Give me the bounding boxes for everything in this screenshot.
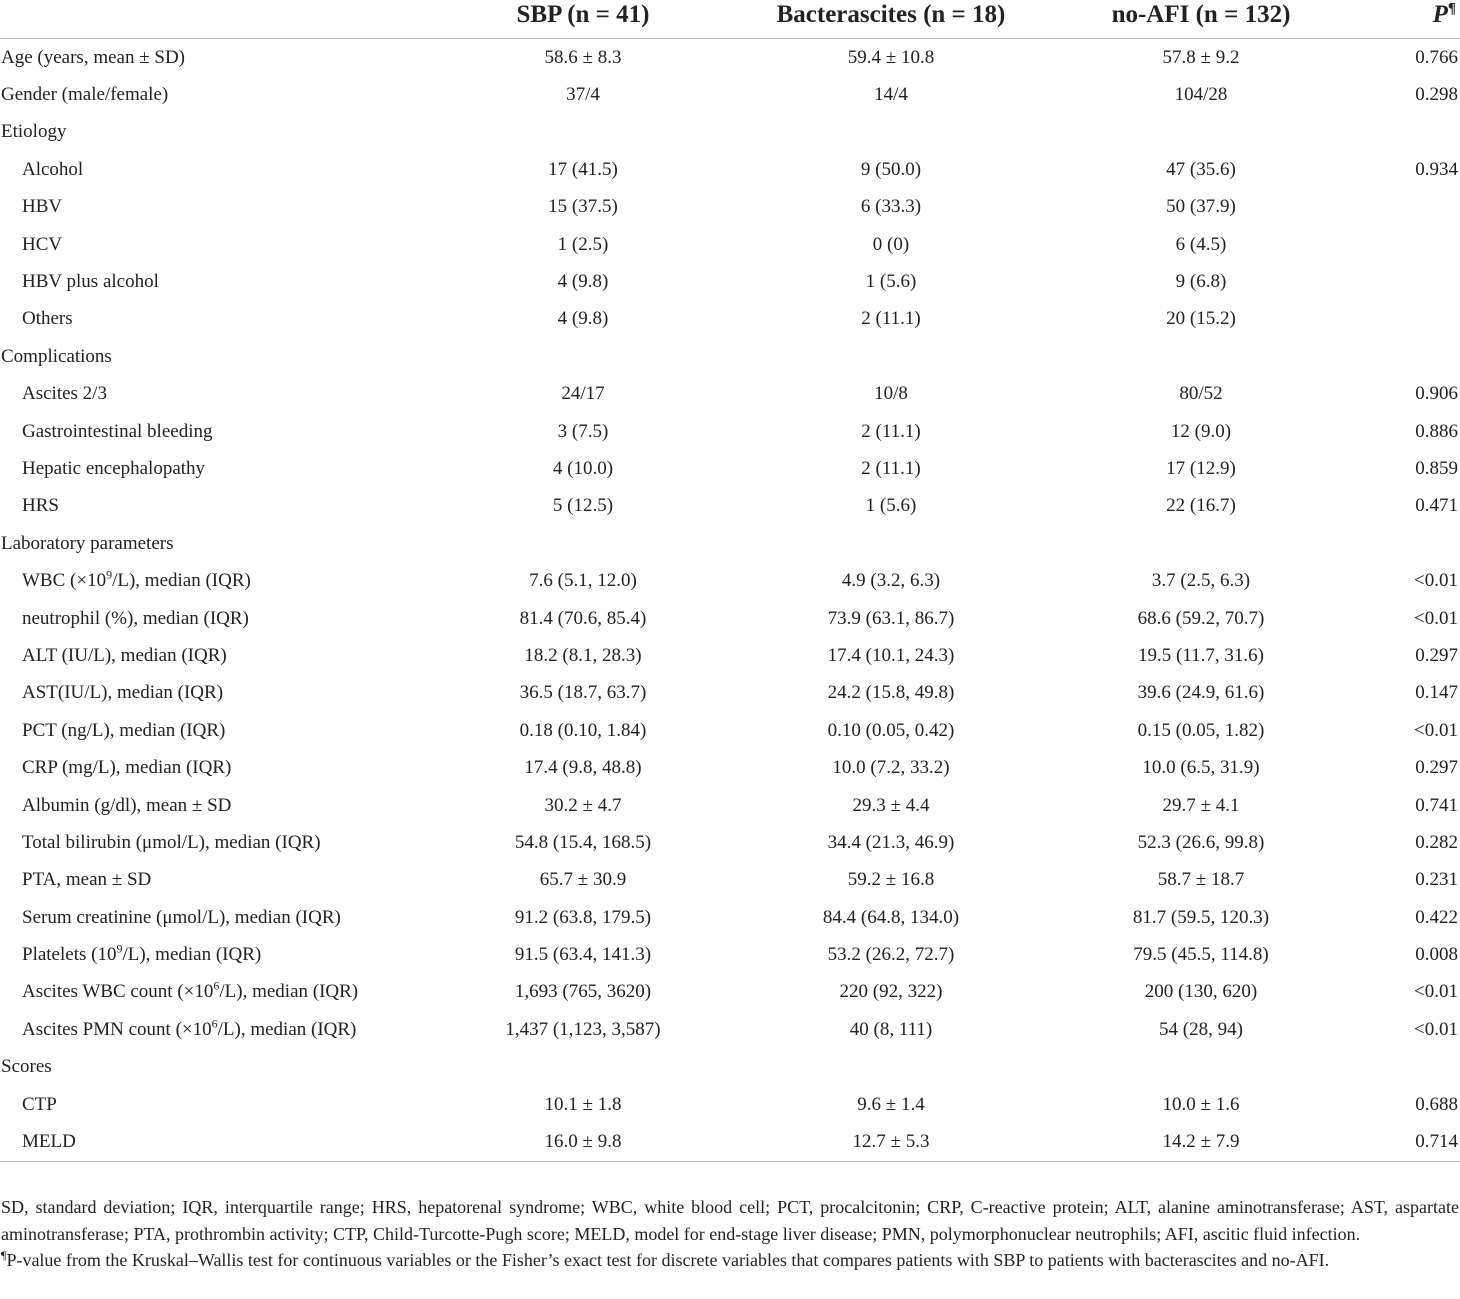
cell-p-value: <0.01 (1414, 570, 1458, 592)
table-row (0, 787, 1460, 824)
row-label: HCV (22, 233, 63, 255)
row-label: Hepatic encephalopathy (22, 457, 206, 479)
cell-p-value: 0.934 (1415, 158, 1458, 180)
row-label: Ascites PMN count $(\times 10^6/L)$, median (IQR) (22, 1016, 357, 1040)
cell-no-afi: 17 (12.9) (1166, 457, 1236, 479)
cell-bacterascites: 2 (11.1) (861, 420, 921, 442)
table-row (0, 1123, 1460, 1161)
header-p-value (1356, 0, 1460, 39)
cell-sbp: 4 (10.0) (552, 457, 614, 479)
section-row (0, 114, 1460, 151)
cell-no-afi: 54 (28, 94) (1159, 1018, 1243, 1040)
section-label: Laboratory parameters (1, 532, 174, 554)
row-label: Age (years, mean ± SD) (1, 46, 186, 68)
cell-no-afi: 50 (37.9) (1166, 196, 1236, 218)
table-row (0, 450, 1460, 487)
cell-sbp: 65.7 ± 30.9 (539, 869, 627, 891)
cell-sbp: 81.4 (70.6, 85.4) (519, 607, 647, 629)
cell-no-afi: 6 (4.5) (1175, 233, 1227, 255)
cell-no-afi: 10.0 ± 1.6 (1162, 1093, 1240, 1115)
table-row (0, 974, 1460, 1011)
table-row (0, 936, 1460, 973)
table-row (0, 151, 1460, 188)
header-no-afi: no-AFI (n = 132) (1046, 0, 1356, 39)
row-label: Others (22, 308, 73, 330)
cell-bacterascites: 73.9 (63.1, 86.7) (827, 607, 955, 629)
p-note-mark: ¶ (1, 1248, 7, 1262)
section-row (0, 1049, 1460, 1086)
cell-p-value (1356, 189, 1460, 226)
row-label: Serum creatinine (μmol/L), median (IQR) (22, 906, 341, 928)
header-p-mark: ¶ (1447, 0, 1456, 17)
cell-sbp: 54.8 (15.4, 168.5) (514, 831, 652, 853)
cell-no-afi: 200 (130, 620) (1144, 981, 1258, 1003)
cell-sbp: 18.2 (8.1, 28.3) (524, 644, 642, 666)
cell-p-value: 0.297 (1415, 757, 1458, 779)
cell-no-afi: 104/28 (1174, 84, 1228, 106)
cell-p-value: 0.231 (1415, 869, 1458, 891)
header-bacterascites: Bacterascites (n = 18) (736, 0, 1046, 39)
cell-sbp: 37/4 (566, 84, 600, 106)
row-label: Total bilirubin (μmol/L), median (IQR) (22, 831, 321, 853)
table-row (0, 226, 1460, 263)
cell-no-afi: 14.2 ± 7.9 (1046, 1123, 1356, 1161)
cell-no-afi: 68.6 (59.2, 70.7) (1137, 607, 1265, 629)
cell-bacterascites: 0.10 (0.05, 0.42) (827, 719, 955, 741)
p-note-text: P-value from the Kruskal–Wallis test for continuous variables or the Fisher’s exact test for discrete variables that compares patients with SBP to patients with bacterascites and no-AFI. (6, 1250, 1330, 1270)
cell-p-value: 0.282 (1415, 831, 1458, 853)
header-label (0, 0, 430, 39)
cell-p-value: <0.01 (1414, 981, 1458, 1003)
table-footnotes (1, 1194, 1459, 1274)
header-p-text: P (1432, 1, 1448, 28)
cell-no-afi: 12 (9.0) (1170, 420, 1232, 442)
cell-no-afi: 79.5 (45.5, 114.8) (1133, 944, 1269, 966)
row-label: Albumin (g/dl), mean ± SD (22, 794, 232, 816)
cell-bacterascites: 40 (8, 111) (849, 1018, 933, 1040)
cell-sbp: 7.6 (5.1, 12.0) (529, 570, 637, 592)
row-label: ALT (IU/L), median (IQR) (22, 644, 227, 666)
cell-p-value: 0.886 (1415, 420, 1458, 442)
cell-bacterascites: 9.6 ± 1.4 (857, 1093, 925, 1115)
cell-p-value (1356, 301, 1460, 338)
cell-sbp: 4 (9.8) (557, 271, 609, 293)
cell-p-value (1356, 263, 1460, 300)
row-label: neutrophil (%), median (IQR) (22, 607, 249, 629)
cell-bacterascites: 2 (11.1) (861, 457, 921, 479)
cell-no-afi: 58.7 ± 18.7 (1157, 869, 1245, 891)
cell-no-afi: 10.0 (6.5, 31.9) (1142, 757, 1260, 779)
cell-p-value: 0.741 (1415, 794, 1458, 816)
cell-bacterascites: 24.2 (15.8, 49.8) (827, 682, 955, 704)
cell-no-afi: 29.7 ± 4.1 (1162, 794, 1240, 816)
cell-no-afi: 0.15 (0.05, 1.82) (1137, 719, 1265, 741)
cell-bacterascites: 14/4 (874, 84, 908, 106)
cell-p-value: 0.147 (1415, 682, 1458, 704)
table-row (0, 600, 1460, 637)
row-label: Gastrointestinal bleeding (22, 420, 213, 442)
cell-sbp: 91.2 (63.8, 179.5) (514, 906, 652, 928)
row-label: Ascites 2/3 (22, 383, 107, 405)
table-row (0, 899, 1460, 936)
table-row (0, 301, 1460, 338)
cell-p-value: 0.766 (1415, 46, 1458, 68)
table-row (0, 562, 1460, 599)
cell-bacterascites: 10/8 (874, 383, 908, 405)
row-label: MELD (0, 1123, 430, 1161)
cell-bacterascites: 220 (92, 322) (839, 981, 943, 1003)
cell-bacterascites: 10.0 (7.2, 33.2) (832, 757, 950, 779)
section-row (0, 338, 1460, 375)
cell-bacterascites: 0 (0) (872, 233, 910, 255)
row-label: PTA, mean ± SD (22, 869, 152, 891)
section-label: Complications (1, 345, 112, 367)
cell-bacterascites: 59.4 ± 10.8 (847, 46, 935, 68)
cell-p-value: <0.01 (1414, 607, 1458, 629)
cell-no-afi: 81.7 (59.5, 120.3) (1132, 906, 1270, 928)
table-row (0, 488, 1460, 525)
cell-p-value: 0.859 (1415, 457, 1458, 479)
cell-sbp: 1,693 (765, 3620) (514, 981, 652, 1003)
cell-p-value: 0.688 (1415, 1093, 1458, 1115)
table-row (0, 76, 1460, 113)
cell-sbp: 16.0 ± 9.8 (430, 1123, 736, 1161)
row-label: Gender (male/female) (1, 84, 169, 106)
cell-no-afi: 3.7 (2.5, 6.3) (1151, 570, 1251, 592)
row-label: HBV (22, 196, 63, 218)
cell-p-value: 0.471 (1415, 495, 1458, 517)
table-row (0, 1086, 1460, 1123)
cell-bacterascites: 6 (33.3) (860, 196, 922, 218)
cell-bacterascites: 34.4 (21.3, 46.9) (827, 831, 955, 853)
section-row (0, 525, 1460, 562)
cell-p-value: <0.01 (1414, 1018, 1458, 1040)
cell-p-value: 0.422 (1415, 906, 1458, 928)
cell-no-afi: 57.8 ± 9.2 (1162, 46, 1240, 68)
row-label: Platelets $(10^9/L)$, median (IQR) (22, 941, 262, 966)
cell-p-value: 0.008 (1415, 944, 1458, 966)
p-value-note (1, 1247, 1459, 1274)
table-row (0, 749, 1460, 786)
cell-bacterascites: 17.4 (10.1, 24.3) (827, 644, 955, 666)
table-row (0, 376, 1460, 413)
row-label: Alcohol (22, 158, 84, 180)
cell-bacterascites: 4.9 (3.2, 6.3) (841, 570, 941, 592)
row-label: CTP (22, 1093, 57, 1115)
cell-sbp: 36.5 (18.7, 63.7) (519, 682, 647, 704)
row-label: HBV plus alcohol (22, 271, 159, 293)
section-label: Scores (1, 1056, 52, 1078)
cell-sbp: 91.5 (63.4, 141.3) (514, 944, 652, 966)
row-label: AST(IU/L), median (IQR) (22, 682, 224, 704)
table-row (0, 712, 1460, 749)
section-label: Etiology (1, 121, 67, 143)
cell-sbp: 0.18 (0.10, 1.84) (519, 719, 647, 741)
row-label: PCT (ng/L), median (IQR) (22, 719, 226, 741)
cell-sbp: 17 (41.5) (548, 158, 618, 180)
header-row (0, 0, 1460, 39)
cell-no-afi: 80/52 (1179, 383, 1223, 405)
cell-no-afi: 20 (15.2) (1166, 308, 1236, 330)
table-row (0, 637, 1460, 674)
cell-sbp: 10.1 ± 1.8 (544, 1093, 622, 1115)
cell-bacterascites: 84.4 (64.8, 134.0) (822, 906, 960, 928)
table-row (0, 263, 1460, 300)
cell-no-afi: 39.6 (24.9, 61.6) (1137, 682, 1265, 704)
header-sbp: SBP (n = 41) (430, 0, 736, 39)
cell-sbp: 1,437 (1,123, 3,587) (505, 1018, 661, 1040)
cell-no-afi: 9 (6.8) (1175, 271, 1227, 293)
cell-no-afi: 22 (16.7) (1166, 495, 1236, 517)
cell-bacterascites: 59.2 ± 16.8 (847, 869, 935, 891)
cell-p-value: 0.906 (1415, 383, 1458, 405)
cell-sbp: 1 (2.5) (557, 233, 609, 255)
cell-p-value: 0.297 (1415, 644, 1458, 666)
cell-bacterascites: 9 (50.0) (860, 158, 922, 180)
row-label: HRS (22, 495, 59, 517)
cell-bacterascites: 12.7 ± 5.3 (736, 1123, 1046, 1161)
row-label: WBC $(\times 10^9/L)$, median (IQR) (22, 567, 251, 592)
cell-no-afi: 47 (35.6) (1166, 158, 1236, 180)
cell-bacterascites: 29.3 ± 4.4 (852, 794, 930, 816)
table-row (0, 1011, 1460, 1048)
cell-bacterascites: 1 (5.6) (865, 271, 917, 293)
cell-p-value: <0.01 (1414, 719, 1458, 741)
table-row (0, 39, 1460, 77)
row-label: Ascites WBC count $(\times 10^6/L)$, median (IQR) (22, 979, 359, 1003)
cell-bacterascites: 1 (5.6) (865, 495, 917, 517)
cell-no-afi: 52.3 (26.6, 99.8) (1137, 831, 1265, 853)
cell-sbp: 30.2 ± 4.7 (544, 794, 622, 816)
cell-sbp: 24/17 (561, 383, 605, 405)
abbreviations-note: SD, standard deviation; IQR, interquartile range; HRS, hepatorenal syndrome; WBC, white blood cell; PCT, procalcitonin; CRP, C-reactive protein; ALT, alanine aminotransferase; AST, aspartate aminotransferase; PTA, prothrombin activity; CTP, Child-Turcotte-Pugh score; MELD, model for end-stage liver disease; PMN, polymorphonuclear neutrophils; AFI, ascitic fluid infection. (1, 1197, 1459, 1244)
cell-sbp: 17.4 (9.8, 48.8) (524, 757, 642, 779)
cell-p-value: 0.714 (1356, 1123, 1460, 1161)
cell-sbp: 3 (7.5) (557, 420, 609, 442)
cell-p-value: 0.298 (1415, 84, 1458, 106)
cell-sbp: 4 (9.8) (557, 308, 609, 330)
cell-p-value (1356, 226, 1460, 263)
cell-bacterascites: 53.2 (26.2, 72.7) (827, 944, 955, 966)
cell-sbp: 5 (12.5) (552, 495, 614, 517)
table-row (0, 862, 1460, 899)
table-row (0, 189, 1460, 226)
cell-no-afi: 19.5 (11.7, 31.6) (1138, 644, 1264, 666)
table-row (0, 413, 1460, 450)
table-row (0, 675, 1460, 712)
row-label: CRP (mg/L), median (IQR) (22, 757, 232, 779)
cell-sbp: 58.6 ± 8.3 (544, 46, 622, 68)
cell-bacterascites: 2 (11.1) (861, 308, 921, 330)
cell-sbp: 15 (37.5) (548, 196, 618, 218)
table-row (0, 824, 1460, 861)
